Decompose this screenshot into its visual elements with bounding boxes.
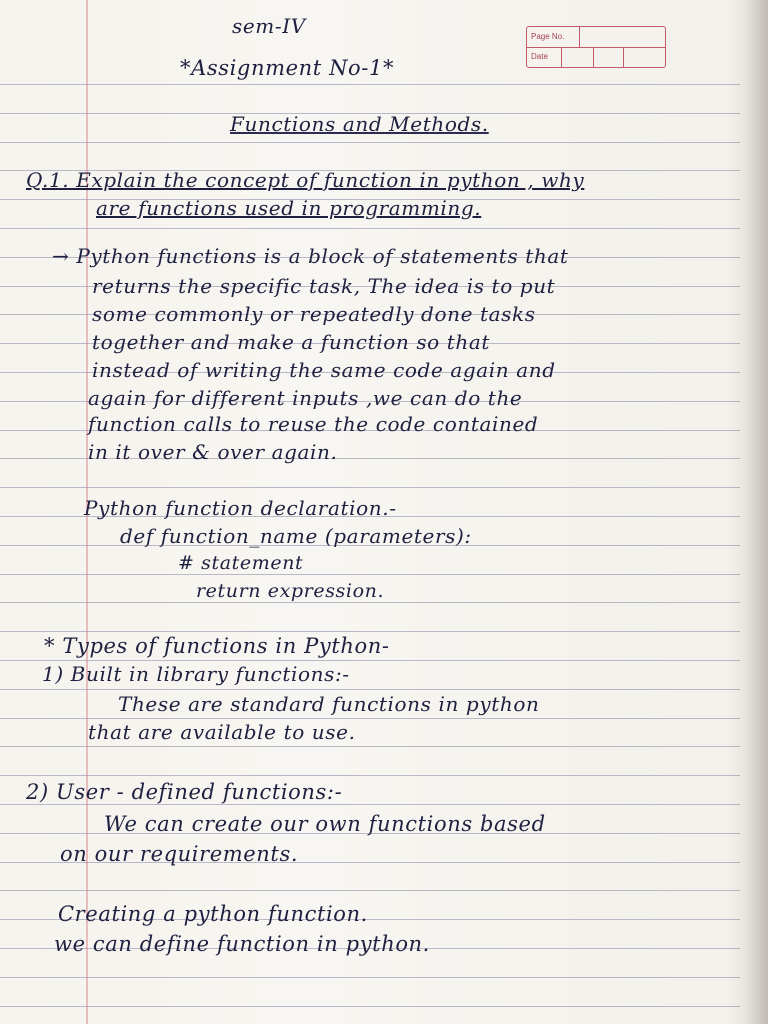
box-divider xyxy=(561,47,562,67)
date-label: Date xyxy=(531,52,548,61)
declaration-code-line: def function_name (parameters): xyxy=(120,524,472,548)
question-line-2: are functions used in programming. xyxy=(96,196,482,220)
assignment-heading: *Assignment No-1* xyxy=(180,56,395,80)
date-row xyxy=(527,47,665,67)
box-divider xyxy=(579,27,580,47)
creating-line: Creating a python function. xyxy=(58,902,368,926)
box-divider xyxy=(623,47,624,67)
declaration-title: Python function declaration.- xyxy=(84,496,397,520)
question-line-1: Q.1. Explain the concept of function in python , why xyxy=(26,168,585,192)
creating-line: we can define function in python. xyxy=(54,932,430,956)
answer-line: some commonly or repeatedly done tasks xyxy=(92,302,536,326)
user-defined-line: on our requirements. xyxy=(60,842,299,866)
types-title: * Types of functions in Python- xyxy=(44,634,390,658)
answer-line: again for different inputs ,we can do the xyxy=(88,386,523,410)
answer-line: function calls to reuse the code contained xyxy=(88,412,539,436)
answer-line: in it over & over again. xyxy=(88,440,338,464)
answer-line: → Python functions is a block of statements that xyxy=(52,244,569,268)
declaration-code-line: # statement xyxy=(178,552,304,574)
page-no-row xyxy=(527,27,665,48)
builtin-line: that are available to use. xyxy=(88,720,356,744)
user-defined-heading: 2) User - defined functions:- xyxy=(26,780,343,804)
answer-line: together and make a function so that xyxy=(92,330,491,354)
page-no-label: Page No. xyxy=(531,32,565,41)
builtin-line: These are standard functions in python xyxy=(118,692,540,716)
semester-heading: sem-IV xyxy=(232,14,306,38)
builtin-heading: 1) Built in library functions:- xyxy=(42,662,350,686)
declaration-code-line: return expression. xyxy=(196,580,385,602)
notebook-spine-shadow xyxy=(728,0,768,1024)
answer-line: returns the specific task, The idea is to put xyxy=(92,274,556,298)
user-defined-line: We can create our own functions based xyxy=(104,812,546,836)
box-divider xyxy=(593,47,594,67)
answer-line: instead of writing the same code again and xyxy=(92,358,556,382)
topic-heading: Functions and Methods. xyxy=(230,112,489,136)
page-no-date-box xyxy=(526,26,666,68)
